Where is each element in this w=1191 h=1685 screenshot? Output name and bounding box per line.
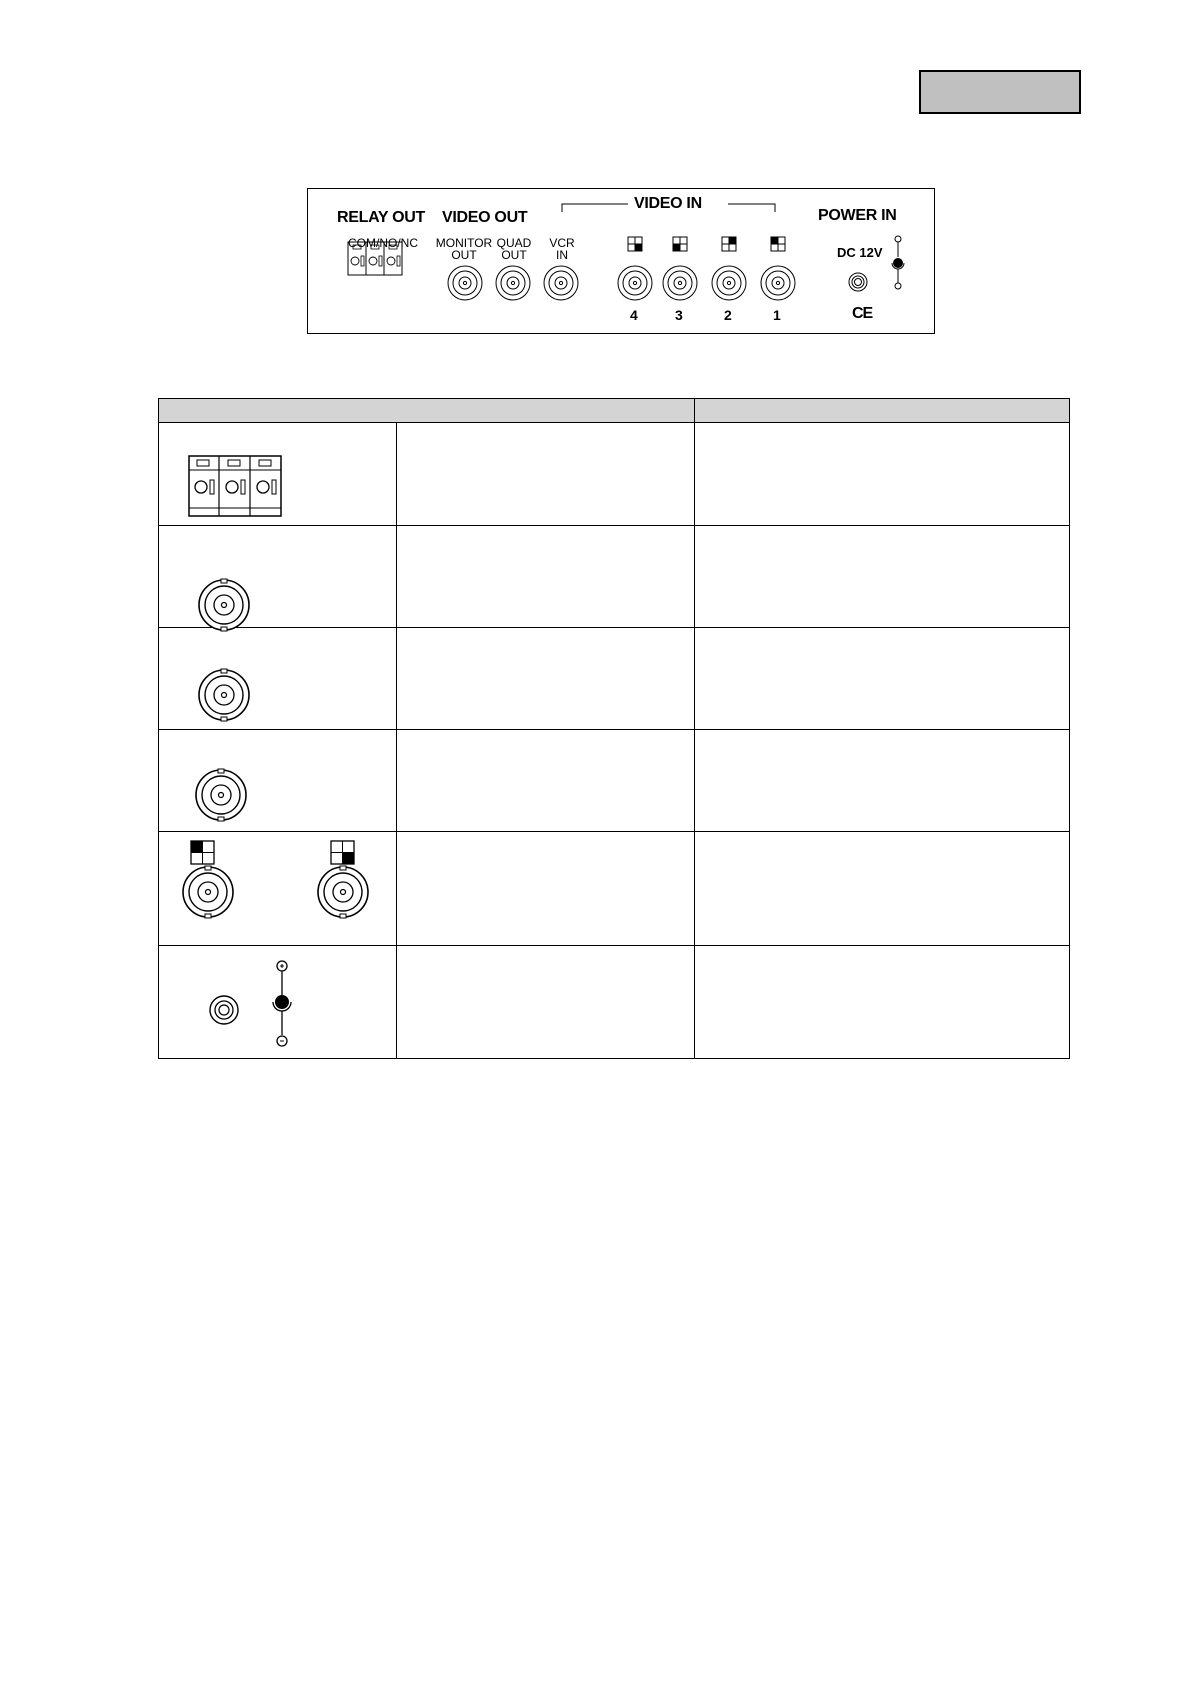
relay-out-title: RELAY OUT <box>337 209 425 226</box>
video-in-channel-4: 4 <box>630 307 638 323</box>
vcr-in-bnc-icon <box>544 266 578 300</box>
video-in-1-bnc-icon <box>761 266 795 300</box>
quad-indicator-1-icon <box>771 237 785 251</box>
bnc-connector-icon-3 <box>193 767 249 823</box>
vcr-in-label: VCR IN <box>549 236 575 262</box>
table-grid <box>158 398 1070 1059</box>
video-in-2-bnc-icon <box>712 266 746 300</box>
video-in-channel-2: 2 <box>724 307 732 323</box>
video-in-title: VIDEO IN <box>634 195 702 212</box>
power-in-title: POWER IN <box>818 207 897 224</box>
video-in-channel-1: 1 <box>773 307 781 323</box>
header-box <box>919 70 1081 114</box>
connections-table <box>158 398 1070 1059</box>
quad-indicator-2-icon <box>722 237 736 251</box>
dc-12v-label: DC 12V <box>837 245 883 260</box>
quad-out-bnc-icon <box>496 266 530 300</box>
rear-panel-diagram <box>307 188 935 334</box>
polarity-symbol-icon <box>270 960 294 1048</box>
quad-indicator-4-icon <box>330 840 355 865</box>
ce-mark: CE <box>852 305 873 322</box>
quad-indicator-1-icon <box>190 840 215 865</box>
relay-out-sub: COM/NO/NC <box>348 236 418 250</box>
video-in-4-bnc-icon <box>618 266 652 300</box>
polarity-symbol-icon <box>892 236 904 289</box>
bnc-connector-icon <box>196 577 252 633</box>
dc-jack-icon <box>849 273 867 291</box>
bnc-connector-icon-5 <box>315 864 371 920</box>
quad-indicator-3-icon <box>673 237 687 251</box>
bnc-connector-icon-2 <box>196 667 252 723</box>
video-out-title: VIDEO OUT <box>442 209 528 226</box>
monitor-out-label: MONITOR OUT <box>435 236 493 262</box>
dc-power-jack-icon <box>208 994 240 1026</box>
video-in-3-bnc-icon <box>663 266 697 300</box>
video-in-channel-3: 3 <box>675 307 683 323</box>
bnc-connector-icon-4 <box>180 864 236 920</box>
quad-out-label: QUAD OUT <box>496 236 532 262</box>
quad-indicator-4-icon <box>628 237 642 251</box>
monitor-out-bnc-icon <box>448 266 482 300</box>
relay-terminal-icon <box>188 455 282 517</box>
